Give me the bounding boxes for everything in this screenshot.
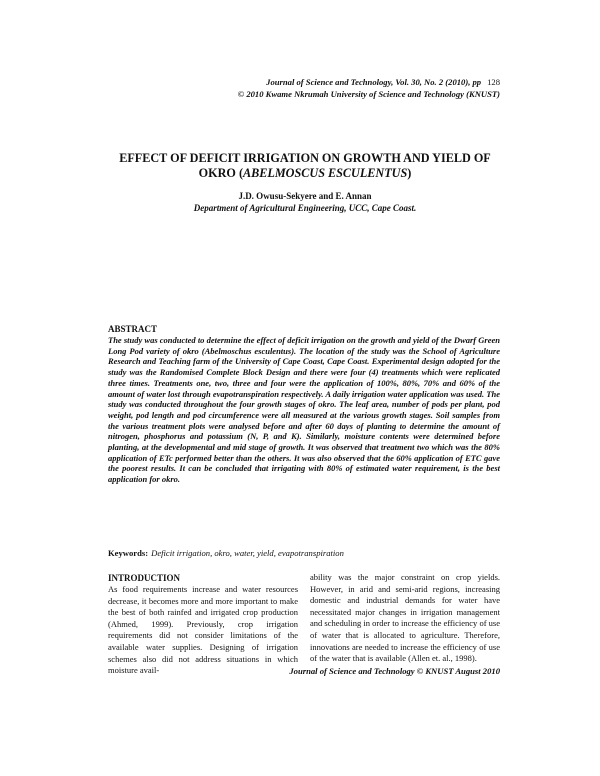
authors: J.D. Owusu-Sekyere and E. Annan xyxy=(238,191,372,201)
keywords-text: Deficit irrigation, okro, water, yield, evapotranspiration xyxy=(151,548,344,558)
journal-footer: Journal of Science and Technology © KNUST August 2010 xyxy=(289,666,500,676)
introduction-heading: INTRODUCTION xyxy=(108,573,181,583)
paper-title xyxy=(100,151,510,181)
title-scientific-name: ABELMOSCUS ESCULENTUS xyxy=(243,166,408,180)
running-head xyxy=(238,76,500,100)
copyright-line: © 2010 Kwame Nkrumah University of Science and Technology (KNUST) xyxy=(237,89,500,99)
title-main: EFFECT OF DEFICIT IRRIGATION ON GROWTH AND YIELD OF OKRO ( xyxy=(119,151,491,180)
affiliation: Department of Agricultural Engineering, UCC, Cape Coast. xyxy=(193,203,417,213)
introduction-left-column: As food requirements increase and water resources decrease, it becomes more and more important to make the best of both rainfed and irrigated crop production (Ahmed, 1999). Previously, crop irrigation requirements did not consider limitations of the available water supplies. Designing of irrigation schemes also did not address situations in which moisture avail- xyxy=(108,584,298,676)
abstract-heading: ABSTRACT xyxy=(108,324,158,334)
keywords-label: Keywords: xyxy=(108,548,149,558)
journal-citation-line xyxy=(238,76,500,88)
keywords xyxy=(108,547,508,559)
abstract-text: The study was conducted to determine the effect of deficit irrigation on the growth and yield of the Dwarf Green Long Pod variety of okro (Abelmoschus esculentus). The location of the study was the School of Agriculture Research and Teaching farm of the University of Cape Coast, Cape Coast. Experimental design adopted for the study was the Randomised Complete Block Design and there were four (4) treatments which were replicated three times. Treatments one, two, three and four were the application of 100%, 80%, 70% and 60% of the amount of water lost through evapotranspiration respectively. A daily irrigation water application was used. The study was conducted throughout the four growth stages of okro. The leaf area, number of pods per plant, pod weight, pod length and pod circumference were all measured at the various growth stages. Soil samples from the various treatment plots were analysed before and after 60 days of planting to determine the amount of nitrogen, phosphorus and potassium (N, P, and K). Similarly, moisture contents were determined before planting, at the developmental and mid stage of growth. It was observed that treatment two which was the 80% application of ETc performed better than the others. It was also observed that the 60% application of ETC gave the poorest results. It can be concluded that irrigating with 80% of estimated water requirement, is the best application for okro. xyxy=(108,335,500,485)
title-close: ) xyxy=(407,166,412,180)
page-number: 128 xyxy=(487,77,500,87)
journal-citation: Journal of Science and Technology, Vol. 30, No. 2 (2010), pp xyxy=(266,77,482,87)
introduction-right-column: ability was the major constraint on crop yields. However, in arid and semi-arid regions, increasing domestic and industrial demands for water have necessitated major changes in irrigation management and scheduling in order to increase the efficiency of use of water that is allocated to agriculture. Therefore, innovations are needed to increase the efficiency of use of the water that is available (Allen et. al., 1998). xyxy=(310,572,500,664)
